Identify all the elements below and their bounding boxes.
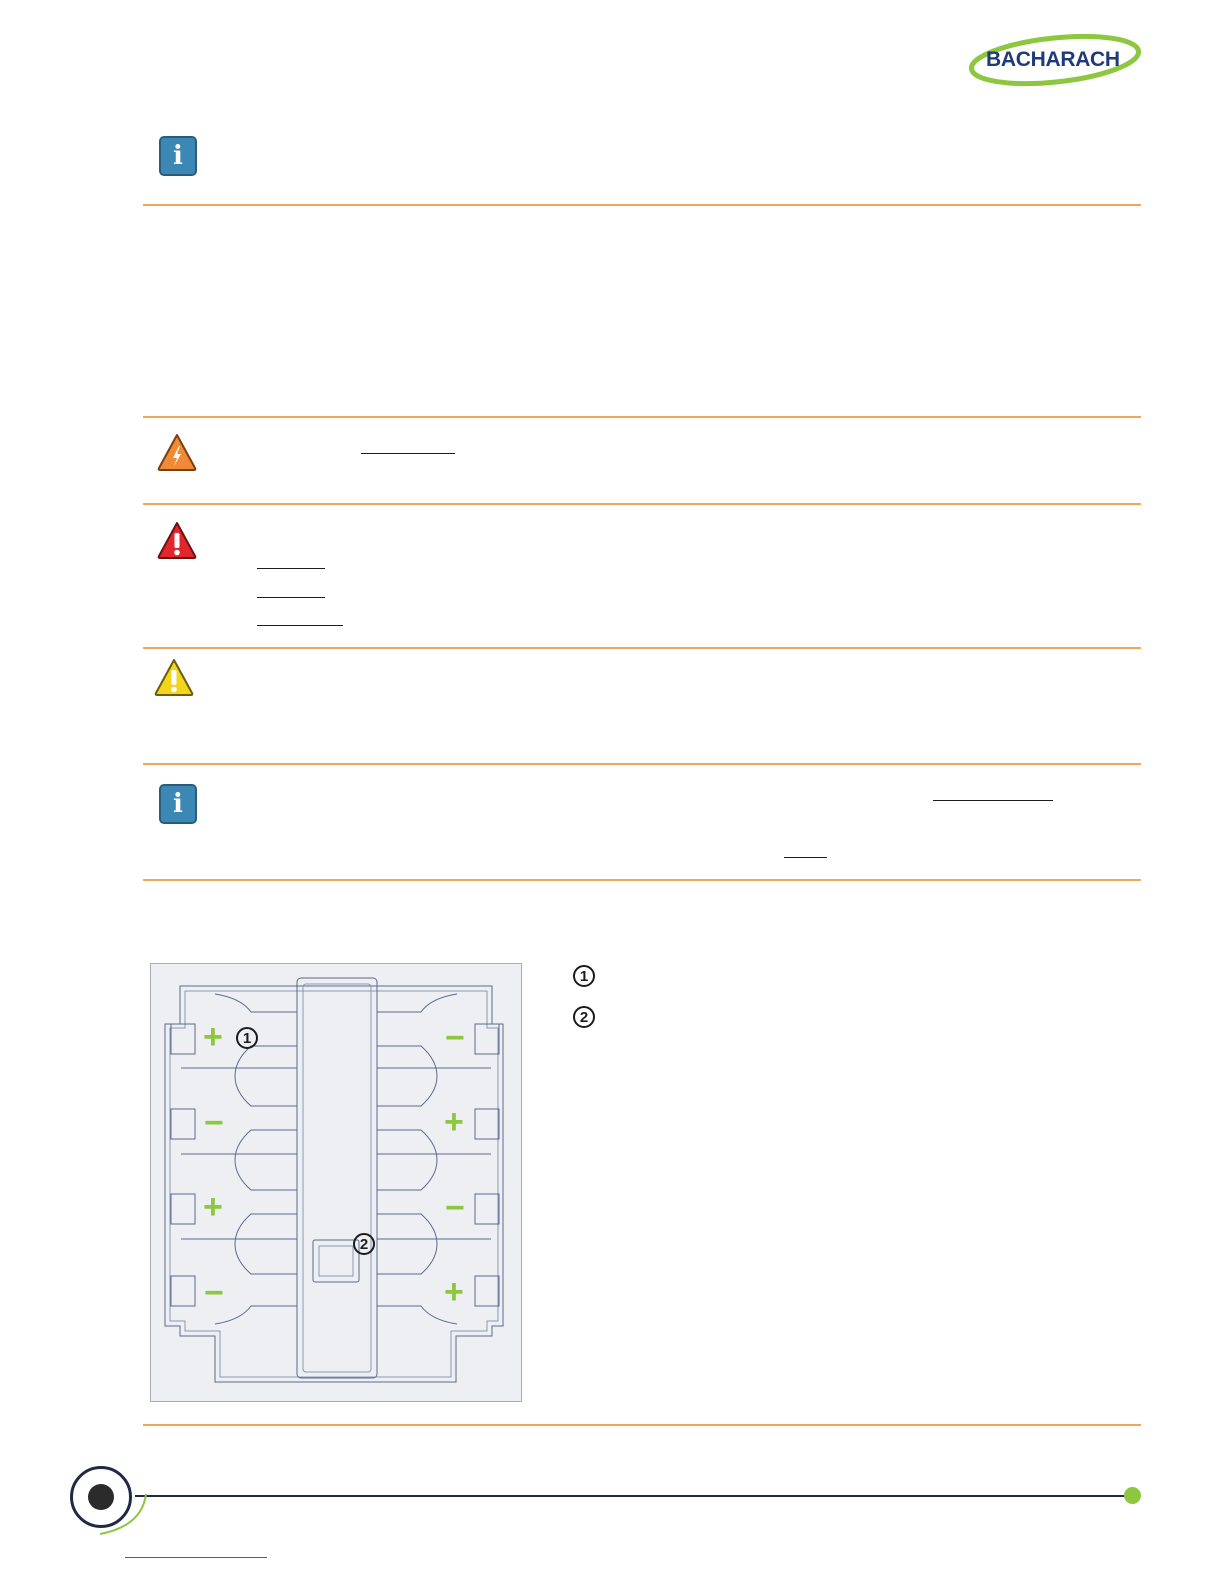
footer-line: [135, 1495, 1127, 1497]
page-number-dot: [88, 1484, 114, 1510]
section-divider: [143, 1424, 1141, 1426]
info-icon: i: [161, 786, 195, 822]
section-divider: [143, 503, 1141, 505]
positive-terminal-mark: +: [444, 1273, 464, 1311]
positive-terminal-mark: +: [444, 1103, 464, 1141]
link-underline: [257, 625, 343, 626]
battery-compartment-figure: [150, 963, 522, 1402]
section-divider: [143, 416, 1141, 418]
warning-exclamation-icon: [153, 657, 195, 697]
danger-exclamation-icon: [156, 520, 198, 560]
negative-terminal-mark: −: [204, 1104, 224, 1142]
lightning-warning-icon: [156, 432, 198, 472]
section-divider: [143, 879, 1141, 881]
positive-terminal-mark: +: [203, 1188, 223, 1226]
figure-callout-2: 2: [353, 1233, 375, 1255]
legend-callout-2: 2: [573, 1006, 595, 1028]
negative-terminal-mark: −: [445, 1189, 465, 1227]
legend-callout-1: 1: [573, 965, 595, 987]
link-underline: [361, 453, 455, 454]
section-divider: [143, 763, 1141, 765]
logo-text: BACHARACH: [986, 48, 1120, 71]
bacharach-logo: [966, 30, 1144, 90]
link-underline: [933, 800, 1053, 801]
info-icon: i: [161, 138, 195, 174]
link-underline: [784, 857, 827, 858]
link-underline: [257, 568, 325, 569]
page-number-badge: [70, 1466, 132, 1528]
link-underline: [257, 597, 325, 598]
footer-link-underline: [125, 1557, 267, 1558]
section-divider: [143, 647, 1141, 649]
positive-terminal-mark: +: [203, 1018, 223, 1056]
figure-callout-1: 1: [236, 1027, 258, 1049]
negative-terminal-mark: −: [445, 1019, 465, 1057]
footer-accent-dot: [1124, 1487, 1141, 1504]
section-divider: [143, 204, 1141, 206]
negative-terminal-mark: −: [204, 1274, 224, 1312]
